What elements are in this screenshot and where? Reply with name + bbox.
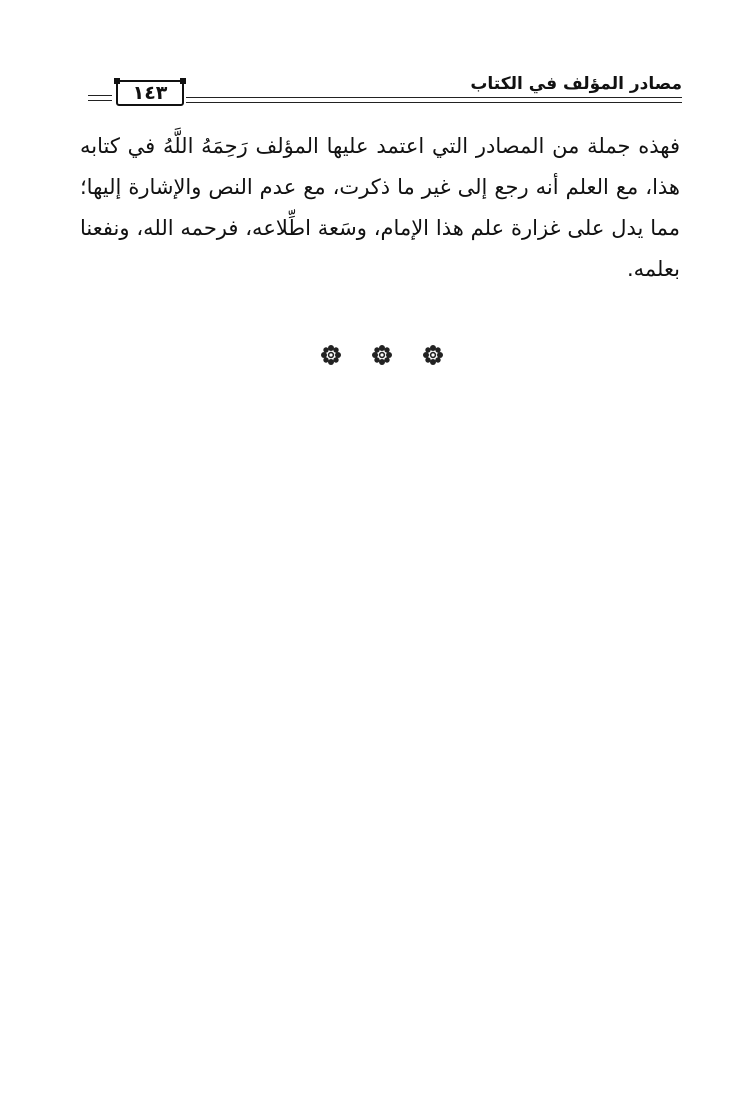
flower-ornament-icon (320, 344, 342, 366)
section-separator (320, 343, 444, 367)
paragraph: فهذه جملة من المصادر التي اعتمد عليها المؤلف رَحِمَهُ اللَّهُ في كتابه هذا، مع العلم أنه رجع إلى غير ما ذكرت، مع عدم النص والإشارة إليها؛ مما يدل على غزارة علم هذا الإمام، وسَعة اطِّلاعه، فرحمه الله، ونفعنا بعلمه. (80, 134, 680, 281)
running-title: مصادر المؤلف في الكتاب (470, 74, 682, 94)
flower-ornament-icon (422, 344, 444, 366)
flower-ornament-icon (371, 344, 393, 366)
header-rule (186, 97, 682, 103)
body-text (80, 126, 680, 290)
page-header (88, 72, 682, 106)
header-rule-short (88, 95, 112, 101)
page-number: ١٤٣ (116, 80, 184, 106)
